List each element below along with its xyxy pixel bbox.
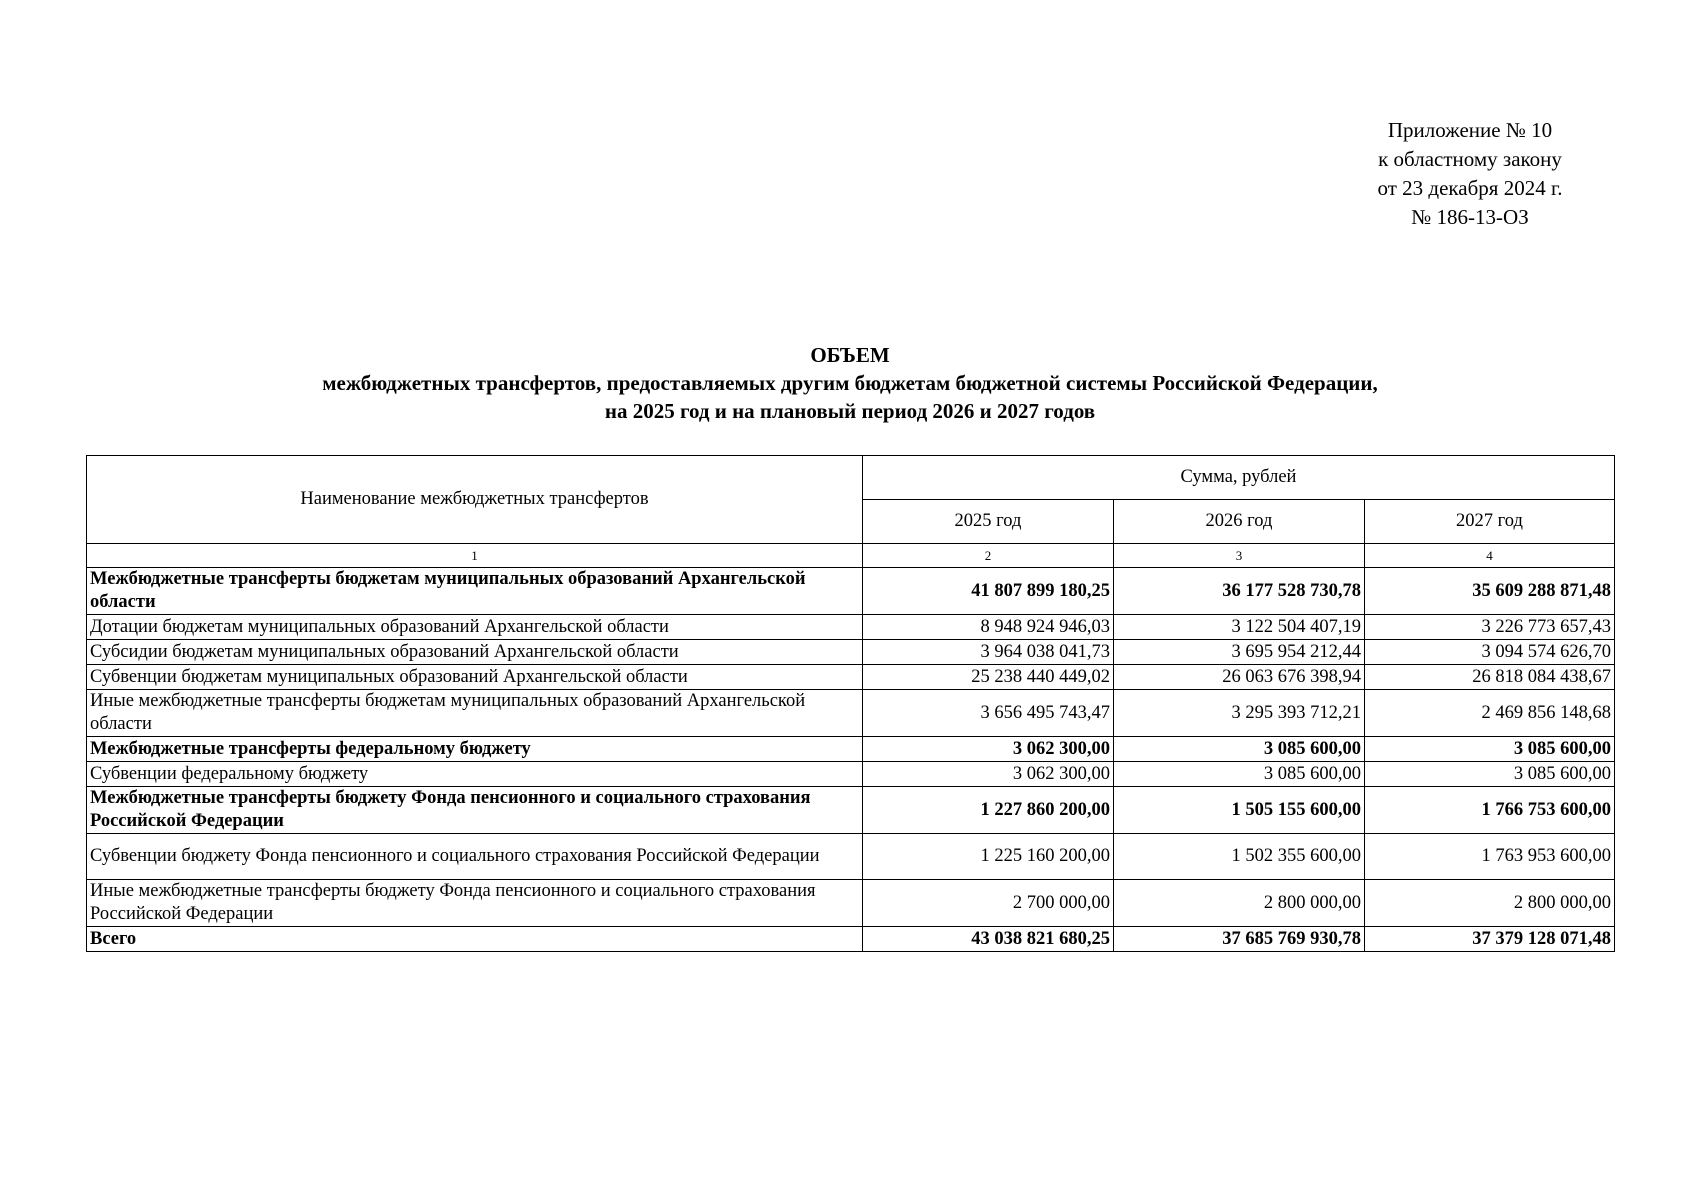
table-row (87, 762, 1615, 787)
row-value-2026: 1 505 155 600,00 (1114, 787, 1365, 834)
row-name: Межбюджетные трансферты федеральному бюджету (87, 737, 863, 762)
row-value-2027: 2 800 000,00 (1365, 880, 1615, 927)
row-value-2027: 3 085 600,00 (1365, 762, 1615, 787)
column-number: 4 (1365, 544, 1615, 568)
row-value-2026: 2 800 000,00 (1114, 880, 1365, 927)
column-number: 1 (87, 544, 863, 568)
appendix-law-number: № 186-13-ОЗ (1411, 205, 1529, 229)
table-row (87, 737, 1615, 762)
table-row (87, 665, 1615, 690)
row-name: Межбюджетные трансферты бюджетам муниципальных образований Архангельской области (87, 568, 863, 615)
row-value-2026: 37 685 769 930,78 (1114, 927, 1365, 952)
row-name: Субвенции бюджетам муниципальных образований Архангельской области (87, 665, 863, 690)
table-row (87, 568, 1615, 615)
row-value-2026: 26 063 676 398,94 (1114, 665, 1365, 690)
row-value-2027: 2 469 856 148,68 (1365, 690, 1615, 737)
title-main: ОБЪЕМ (810, 343, 890, 367)
row-value-2025: 1 225 160 200,00 (863, 834, 1114, 880)
row-name: Дотации бюджетам муниципальных образований Архангельской области (87, 615, 863, 640)
header-sum-rubles: Сумма, рублей (863, 456, 1615, 500)
row-value-2026: 3 122 504 407,19 (1114, 615, 1365, 640)
row-value-2025: 25 238 440 449,02 (863, 665, 1114, 690)
table-row (87, 690, 1615, 737)
row-name: Межбюджетные трансферты бюджету Фонда пенсионного и социального страхования Российской Федерации (87, 787, 863, 834)
row-value-2027: 3 226 773 657,43 (1365, 615, 1615, 640)
appendix-note (1300, 116, 1640, 232)
row-value-2027: 37 379 128 071,48 (1365, 927, 1615, 952)
row-value-2026: 3 295 393 712,21 (1114, 690, 1365, 737)
transfers-table (86, 455, 1615, 952)
table-header-row (87, 456, 1615, 500)
row-value-2027: 26 818 084 438,67 (1365, 665, 1615, 690)
column-number-row (87, 544, 1615, 568)
table-row (87, 787, 1615, 834)
table-row (87, 640, 1615, 665)
row-value-2026: 3 085 600,00 (1114, 737, 1365, 762)
row-name: Субсидии бюджетам муниципальных образований Архангельской области (87, 640, 863, 665)
table-row (87, 834, 1615, 880)
row-value-2025: 3 062 300,00 (863, 762, 1114, 787)
row-name: Иные межбюджетные трансферты бюджетам муниципальных образований Архангельской области (87, 690, 863, 737)
row-value-2025: 3 656 495 743,47 (863, 690, 1114, 737)
row-name: Субвенции бюджету Фонда пенсионного и социального страхования Российской Федерации (87, 834, 863, 880)
row-value-2025: 41 807 899 180,25 (863, 568, 1114, 615)
row-value-2026: 3 085 600,00 (1114, 762, 1365, 787)
column-number: 2 (863, 544, 1114, 568)
row-name: Иные межбюджетные трансферты бюджету Фонда пенсионного и социального страхования Российской Федерации (87, 880, 863, 927)
row-value-2025: 43 038 821 680,25 (863, 927, 1114, 952)
row-value-2027: 1 766 753 600,00 (1365, 787, 1615, 834)
row-value-2025: 2 700 000,00 (863, 880, 1114, 927)
row-value-2027: 1 763 953 600,00 (1365, 834, 1615, 880)
title-subtitle: межбюджетных трансфертов, предоставляемых другим бюджетам бюджетной системы Российской Федерации, (322, 371, 1378, 395)
row-value-2027: 3 085 600,00 (1365, 737, 1615, 762)
row-value-2026: 36 177 528 730,78 (1114, 568, 1365, 615)
title-period: на 2025 год и на плановый период 2026 и 2027 годов (604, 399, 1096, 423)
appendix-law-ref: к областному закону (1378, 147, 1562, 171)
document-title (86, 341, 1614, 425)
row-value-2027: 35 609 288 871,48 (1365, 568, 1615, 615)
header-year-2025: 2025 год (863, 500, 1114, 544)
row-name: Субвенции федеральному бюджету (87, 762, 863, 787)
header-year-2027: 2027 год (1365, 500, 1615, 544)
row-name: Всего (87, 927, 863, 952)
table-row (87, 927, 1615, 952)
table-row (87, 615, 1615, 640)
appendix-number: Приложение № 10 (1387, 118, 1553, 142)
header-year-2026: 2026 год (1114, 500, 1365, 544)
row-value-2025: 8 948 924 946,03 (863, 615, 1114, 640)
row-value-2025: 1 227 860 200,00 (863, 787, 1114, 834)
row-value-2026: 3 695 954 212,44 (1114, 640, 1365, 665)
appendix-date: от 23 декабря 2024 г. (1377, 176, 1563, 200)
row-value-2025: 3 062 300,00 (863, 737, 1114, 762)
row-value-2026: 1 502 355 600,00 (1114, 834, 1365, 880)
table-row (87, 880, 1615, 927)
column-number: 3 (1114, 544, 1365, 568)
row-value-2027: 3 094 574 626,70 (1365, 640, 1615, 665)
header-transfer-name: Наименование межбюджетных трансфертов (87, 456, 863, 544)
row-value-2025: 3 964 038 041,73 (863, 640, 1114, 665)
